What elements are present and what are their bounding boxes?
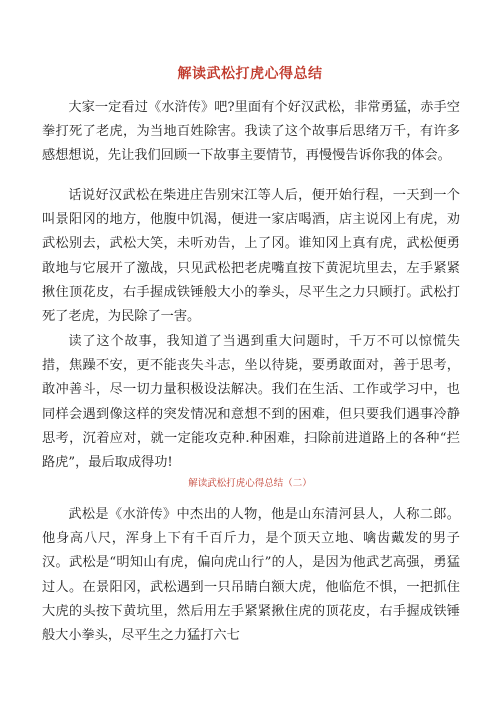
section-subtitle: 解读武松打虎心得总结（二）: [188, 478, 312, 489]
paragraph-2: 话说好汉武松在柴进庄告别宋江等人后，便开始行程，一天到一个叫景阳冈的地方，他腹中饥渴，便进一家店喝酒，店主说冈上有虎，劝武松别去，武松大笑，未听劝告，上了冈。谁知冈上真有虎，武松便勇敢地与它展开了激战，只见武松把老虎嘴直按下黄泥坑里去，左手紧紧揪住顶花皮，右手握成铁锤般大小的拳头，尽平生之力只顾打。武松打死了老虎，为民除了一害。: [42, 188, 460, 325]
page-title: 解读武松打虎心得总结: [177, 66, 323, 82]
paragraph-1: 大家一定看过《水浒传》吧?里面有个好汉武松，非常勇猛，赤手空拳打死了老虎，为当地百姓除害。我读了这个故事后思绪万千，有许多感想想说，先让我们回顾一下故事主要情节，再慢慢告诉你我的体会。: [42, 100, 460, 164]
paragraph-4: 武松是《水浒传》中杰出的人物，他是山东清河县人，人称二郎。他身高八尺，浑身上下有千百斤力，是个顶天立地、噙齿戴发的男子汉。武松是“明知山有虎，偏向虎山行”的人，是因为他武艺高强，勇猛过人。在景阳冈，武松遇到一只吊睛白额大虎，他临危不惧，一把抓住大虎的头按下黄坑里，然后用左手紧紧揪住虎的顶花皮，右手握成铁锤般大小拳头，尽平生之力猛打六七: [42, 507, 460, 644]
paragraph-3: 读了这个故事，我知道了当遇到重大问题时，千万不可以惊慌失措，焦躁不安，更不能丧失斗志，坐以待毙，要勇敢面对，善于思考，敢冲善斗，尽一切力量积极设法解决。我们在生活、工作或学习中，也同样会遇到像这样的突发情况和意想不到的困难，但只要我们遇事冷静思考，沉着应对，就一定能攻克种.种困难，扫除前进道路上的各种“拦路虎”，最后取成得功!: [42, 334, 460, 471]
